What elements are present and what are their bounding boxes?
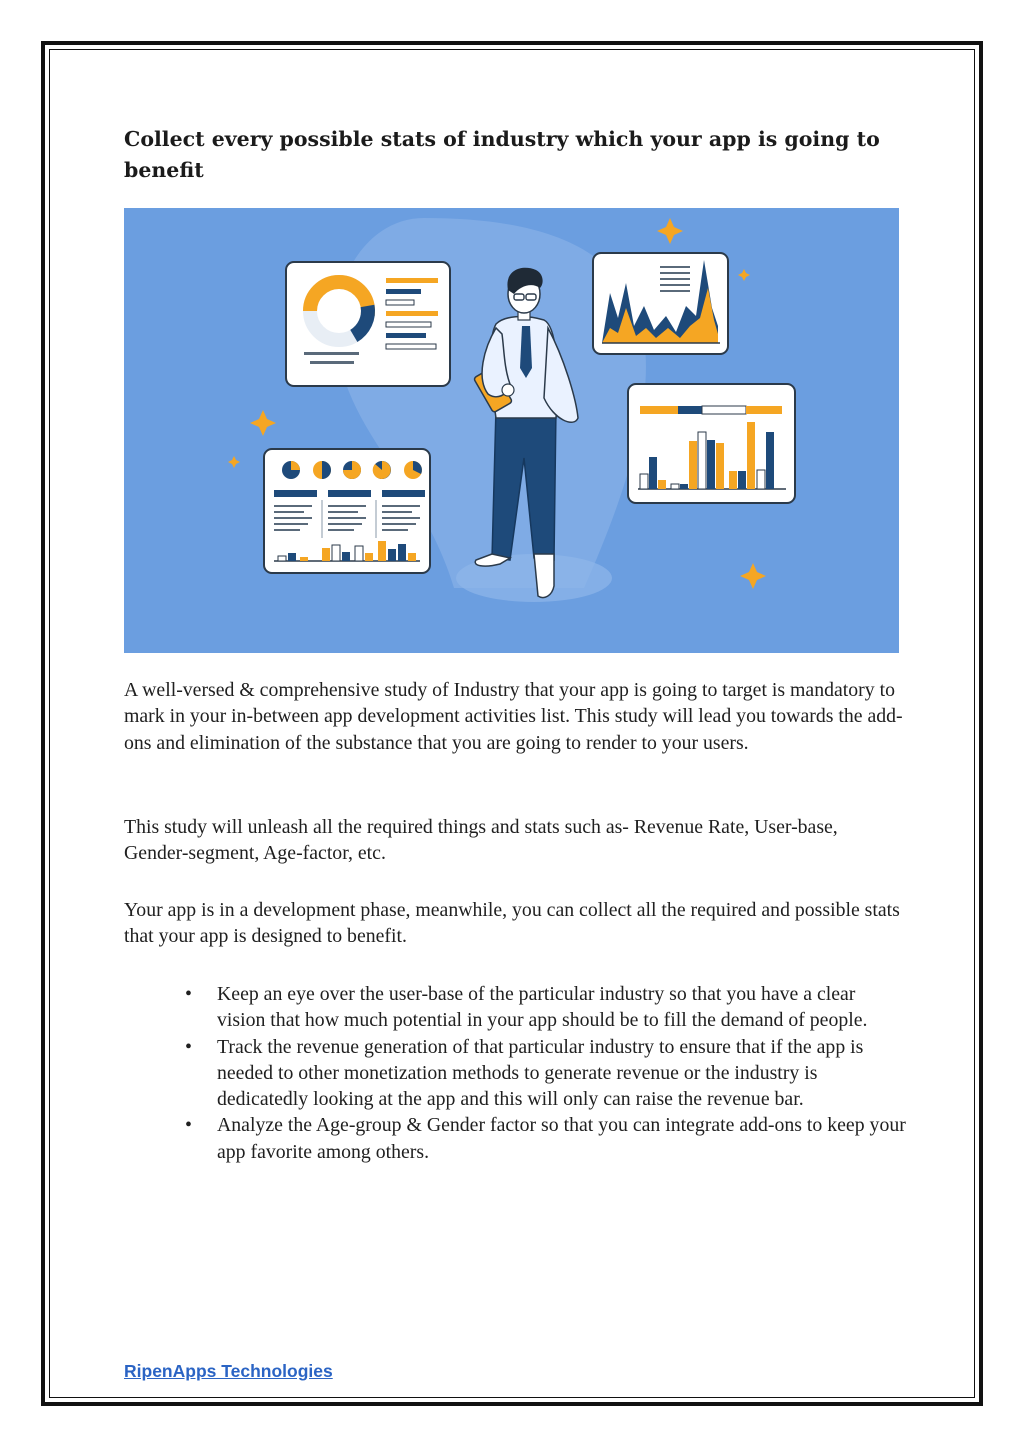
stats-paragraph: This study will unleash all the required things and stats such as- Revenue Rate, User-base, Gender-segment, Age-factor, etc.: [124, 816, 838, 865]
analytics-illustration: [124, 208, 899, 653]
dashboard-card: [264, 449, 430, 573]
list-item-text: Track the revenue generation of that particular industry to ensure that if the app is needed to other monetization methods to generate revenue or the industry is dedicatedly looking at the app and this will only can raise the revenue bar.: [217, 1035, 864, 1111]
intro-paragraph: A well-versed & comprehensive study of Industry that your app is going to target is mandatory to mark in your in-between app development activities list. This study will lead you towards the add-ons and elimination of the substance that you are going to render to your users.: [124, 679, 903, 754]
bullet-icon: •: [185, 1035, 192, 1058]
list-item: [178, 1112, 908, 1165]
bullet-icon: •: [185, 1114, 192, 1137]
area-chart-card: [593, 253, 728, 354]
tips-list: [178, 981, 908, 1165]
donut-chart-card: [286, 262, 450, 386]
bar-chart-card: [628, 384, 795, 503]
development-paragraph: Your app is in a development phase, meanwhile, you can collect all the required and possible stats that your app is designed to benefit.: [124, 899, 900, 948]
list-item: [178, 981, 908, 1034]
section-heading: Collect every possible stats of industry which your app is going to benefit: [124, 127, 880, 182]
list-item-text: Keep an eye over the user-base of the particular industry so that you have a clear vision that how much potential in your app should be to fill the demand of people.: [217, 983, 868, 1032]
list-item-text: Analyze the Age-group & Gender factor so that you can integrate add-ons to keep your app favorite among others.: [217, 1114, 906, 1163]
company-footer-link[interactable]: RipenApps Technologies: [124, 1361, 333, 1381]
bullet-icon: •: [185, 983, 192, 1005]
list-item: [178, 1034, 908, 1113]
